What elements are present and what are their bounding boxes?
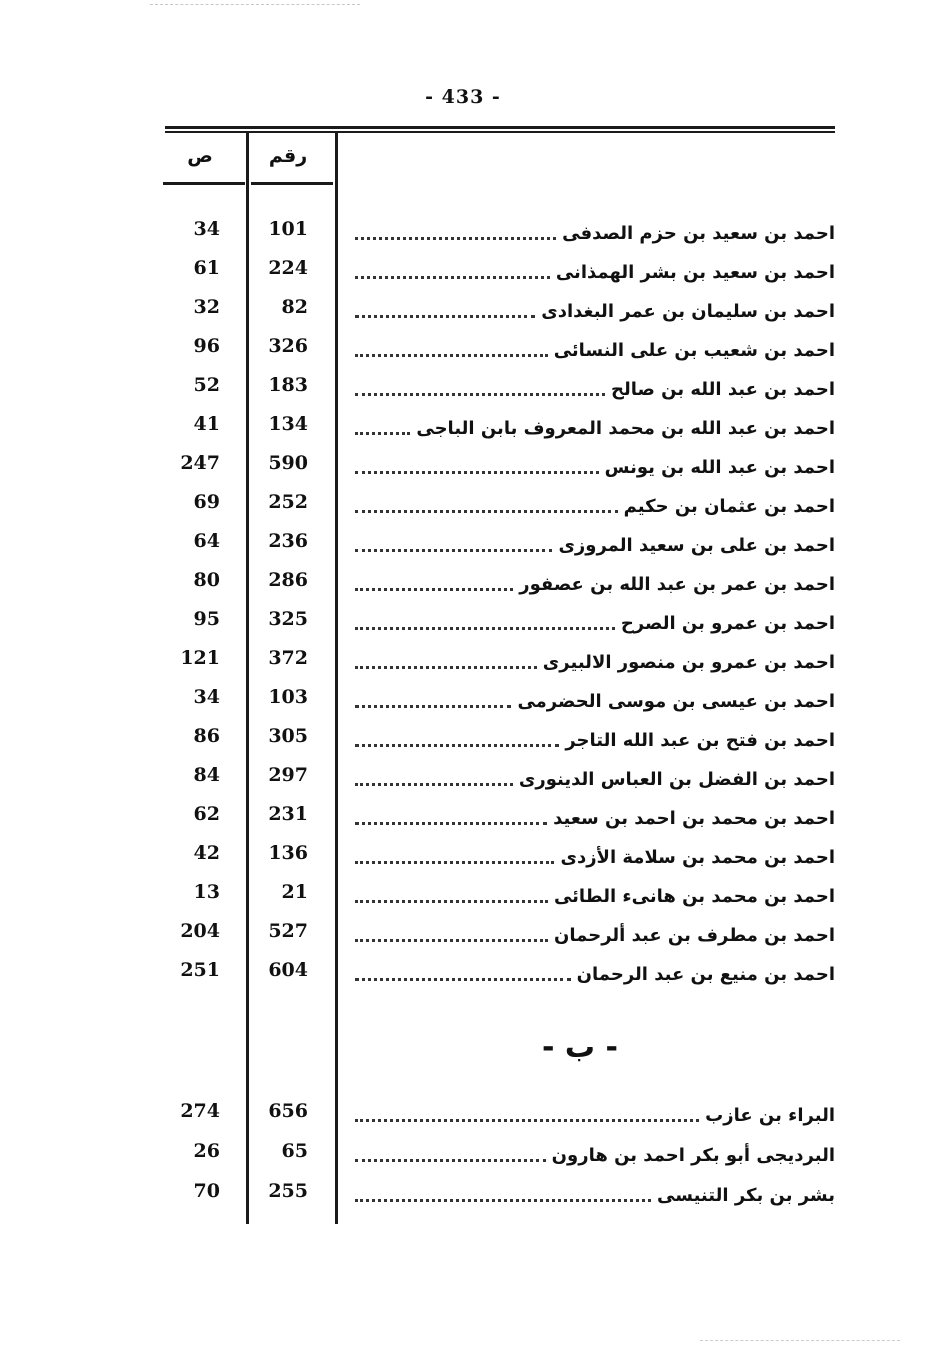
page-reference: 32 [193,296,220,318]
header-id-underline [251,182,333,185]
dot-leader [355,822,547,825]
entry-number: 305 [268,725,308,747]
index-row [0,565,926,603]
person-name: احمد بن سعيد بن حزم الصدفى [562,222,835,244]
index-row [0,1096,926,1134]
index-row [0,1136,926,1174]
person-name: احمد بن عمرو بن الصرح [620,612,835,634]
person-name: احمد بن فتح بن عبد الله التاجر [565,729,835,751]
dot-leader [355,900,548,903]
header-page-column: ص [187,145,213,167]
person-name: احمد بن مطرف بن عبد ألرحمان [554,924,835,946]
dot-leader [355,549,552,552]
page-reference: 204 [180,920,220,942]
person-name: احمد بن عبد الله بن محمد المعروف بابن الباجى [416,417,835,439]
entry-number: 286 [268,569,308,591]
entry-number: 183 [268,374,308,396]
entry-number: 252 [268,491,308,513]
index-row [0,682,926,720]
person-name: احمد بن سليمان بن عمر البغدادى [541,300,835,322]
page-reference: 26 [193,1140,220,1162]
index-row [0,487,926,525]
index-row [0,214,926,252]
page-reference: 34 [193,218,220,240]
dot-leader [355,315,535,318]
person-name: احمد بن سعيد بن بشر الهمذانى [555,261,835,283]
dot-leader [355,1199,651,1202]
entry-number: 604 [268,959,308,981]
header-page-underline [163,182,245,185]
entry-number: 656 [268,1100,308,1122]
index-row [0,877,926,915]
dot-leader [355,939,548,942]
header-id-column: رقم [268,145,308,167]
page-reference: 42 [193,842,220,864]
dot-leader [355,1159,546,1162]
person-name: احمد بن عمرو بن منصور الالبيرى [542,651,835,673]
entry-number: 325 [268,608,308,630]
index-row [0,253,926,291]
index-row [0,955,926,993]
index-row [0,409,926,447]
person-name: احمد بن عبد الله بن يونس [604,456,835,478]
dot-leader [355,588,513,591]
person-name: البراء بن عازب [705,1104,835,1126]
header-rule-secondary [165,131,835,133]
dot-leader [355,666,537,669]
index-row [0,916,926,954]
entry-number: 527 [268,920,308,942]
person-name: احمد بن عبد الله بن صالح [611,378,835,400]
person-name: احمد بن شعيب بن على النسائى [553,339,835,361]
page-reference: 86 [193,725,220,747]
person-name: احمد بن عيسى بن موسى الحضرمى [517,690,835,712]
dot-leader [355,510,618,513]
person-name: احمد بن الفضل بن العباس الدينورى [518,768,835,790]
dot-leader [355,627,615,630]
index-row [0,721,926,759]
page-number: - 433 - [425,86,501,108]
page-reference: 121 [180,647,220,669]
entry-number: 372 [268,647,308,669]
index-row [0,760,926,798]
entry-number: 236 [268,530,308,552]
dot-leader [355,705,511,708]
entry-number: 21 [281,881,308,903]
person-name: احمد بن على بن سعيد المروزى [558,534,835,556]
page-reference: 84 [193,764,220,786]
page-reference: 69 [193,491,220,513]
person-name: بشر بن بكر التنيسى [657,1184,835,1206]
page-reference: 34 [193,686,220,708]
index-row [0,292,926,330]
index-row [0,799,926,837]
page-reference: 64 [193,530,220,552]
dot-leader [355,978,571,981]
person-name: احمد بن محمد بن سلامة الأزدى [560,846,835,868]
entry-number: 101 [268,218,308,240]
entry-number: 255 [268,1180,308,1202]
index-row [0,643,926,681]
entry-number: 65 [281,1140,308,1162]
dot-leader [355,276,550,279]
page-reference: 70 [193,1180,220,1202]
page-reference: 95 [193,608,220,630]
person-name: احمد بن محمد بن هانىء الطائى [553,885,835,907]
scan-artifact-bottom [700,1340,900,1341]
dot-leader [355,237,556,240]
person-name: احمد بن عثمان بن حكيم [623,495,835,517]
section-heading-ba: - ب - [542,1030,618,1065]
person-name: البرديجى أبو بكر احمد بن هارون [551,1144,835,1166]
dot-leader [355,1119,699,1122]
index-row [0,331,926,369]
index-row [0,526,926,564]
entry-number: 297 [268,764,308,786]
page-reference: 52 [193,374,220,396]
index-row [0,838,926,876]
person-name: احمد بن عمر بن عبد الله بن عصفور [519,573,835,595]
page-reference: 96 [193,335,220,357]
page-reference: 62 [193,803,220,825]
entry-number: 224 [268,257,308,279]
page-reference: 41 [193,413,220,435]
index-row [0,604,926,642]
entry-number: 590 [268,452,308,474]
person-name: احمد بن محمد بن احمد بن سعيد [553,807,835,829]
dot-leader [355,432,410,435]
page-reference: 247 [180,452,220,474]
entry-number: 231 [268,803,308,825]
entry-number: 103 [268,686,308,708]
entry-number: 134 [268,413,308,435]
dot-leader [355,783,513,786]
dot-leader [355,471,599,474]
scan-artifact-top [150,4,360,5]
header-rule [165,126,835,129]
dot-leader [355,744,559,747]
page-reference: 13 [193,881,220,903]
dot-leader [355,393,605,396]
person-name: احمد بن منيع بن عبد الرحمان [576,963,835,985]
page-reference: 80 [193,569,220,591]
entry-number: 326 [268,335,308,357]
page-reference: 274 [180,1100,220,1122]
index-row [0,448,926,486]
entry-number: 82 [281,296,308,318]
entry-number: 136 [268,842,308,864]
dot-leader [355,354,548,357]
page-reference: 61 [193,257,220,279]
index-row [0,1176,926,1214]
page-reference: 251 [180,959,220,981]
index-row [0,370,926,408]
dot-leader [355,861,554,864]
